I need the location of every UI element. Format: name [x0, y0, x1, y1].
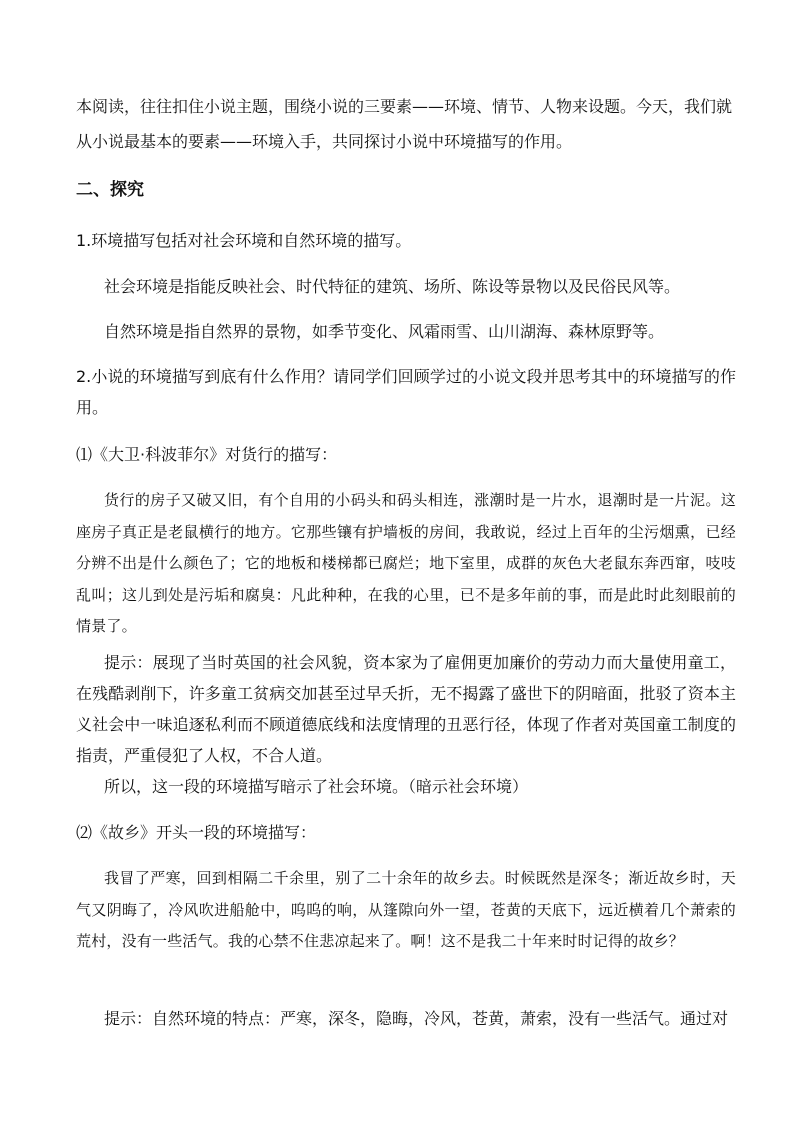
example2-quote: 我冒了严寒，回到相隔二千余里，别了二十余年的故乡去。时候既然是深冬；渐近故乡时，天气又阴晦了，冷风吹进船舱中，呜呜的响，从篷隙向外一望，苍黄的天底下，远近横着几个萧索的荒村，没有一些活气。我的心禁不住悲凉起来了。啊！这不是我二十年来时时记得的故乡？ — [76, 869, 736, 950]
section-heading: 二、探究 — [76, 180, 144, 200]
example1-quote: 货行的房子又破又旧，有个自用的小码头和码头相连，涨潮时是一片水，退潮时是一片泥。这座房子真正是老鼠横行的地方。它那些镶有护墙板的房间，我敢说，经过上百年的尘污烟熏，已经分辨不出是什么颜色了；它的地板和楼梯都已腐烂；地下室里，成群的灰色大老鼠东奔西窜，吱吱乱叫；这儿到处是污垢和腐臭：凡此种种，在我的心里，已不是多年前的事，而是此时此刻眼前的情景了。 — [76, 491, 736, 635]
intro-line-1: 本阅读，往往扣住小说主题，围绕小说的三要素——环境、情节、人物来设题。今天，我们就 — [76, 97, 733, 116]
intro-line-2: 从小说最基本的要素——环境入手，共同探讨小说中环境描写的作用。 — [76, 132, 573, 151]
example1-label: ⑴《大卫·科波菲尔》对货行的描写： — [76, 445, 338, 464]
point2-question: 2.小说的环境描写到底有什么作用？请同学们回顾学过的小说文段并思考其中的环境描写的作用。 — [76, 367, 736, 417]
point1-social-environment: 社会环境是指能反映社会、时代特征的建筑、场所、陈设等景物以及民俗民风等。 — [104, 277, 681, 296]
point1-title: 1.环境描写包括对社会环境和自然环境的描写。 — [76, 231, 412, 250]
example2-hint: 提示：自然环境的特点：严寒，深冬，隐晦，冷风，苍黄，萧索，没有一些活气。通过对 — [104, 1009, 729, 1028]
example2-label: ⑵《故乡》开头一段的环境描写： — [76, 823, 317, 842]
example1-hint: 提示：展现了当时英国的社会风貌，资本家为了雇佣更加廉价的劳动力而大量使用童工，在残酷剥削下，许多童工贫病交加甚至过早夭折，无不揭露了盛世下的阴暗面，批驳了资本主义社会中一味追逐私利而不顾道德底线和法度情理的丑恶行径，体现了作者对英国童工制度的指责，严重侵犯了人权，不合人道。 — [76, 653, 736, 765]
example1-conclusion: 所以，这一段的环境描写暗示了社会环境。（暗示社会环境） — [104, 777, 529, 796]
point1-natural-environment: 自然环境是指自然界的景物，如季节变化、风霜雨雪、山川湖海、森林原野等。 — [104, 322, 665, 341]
